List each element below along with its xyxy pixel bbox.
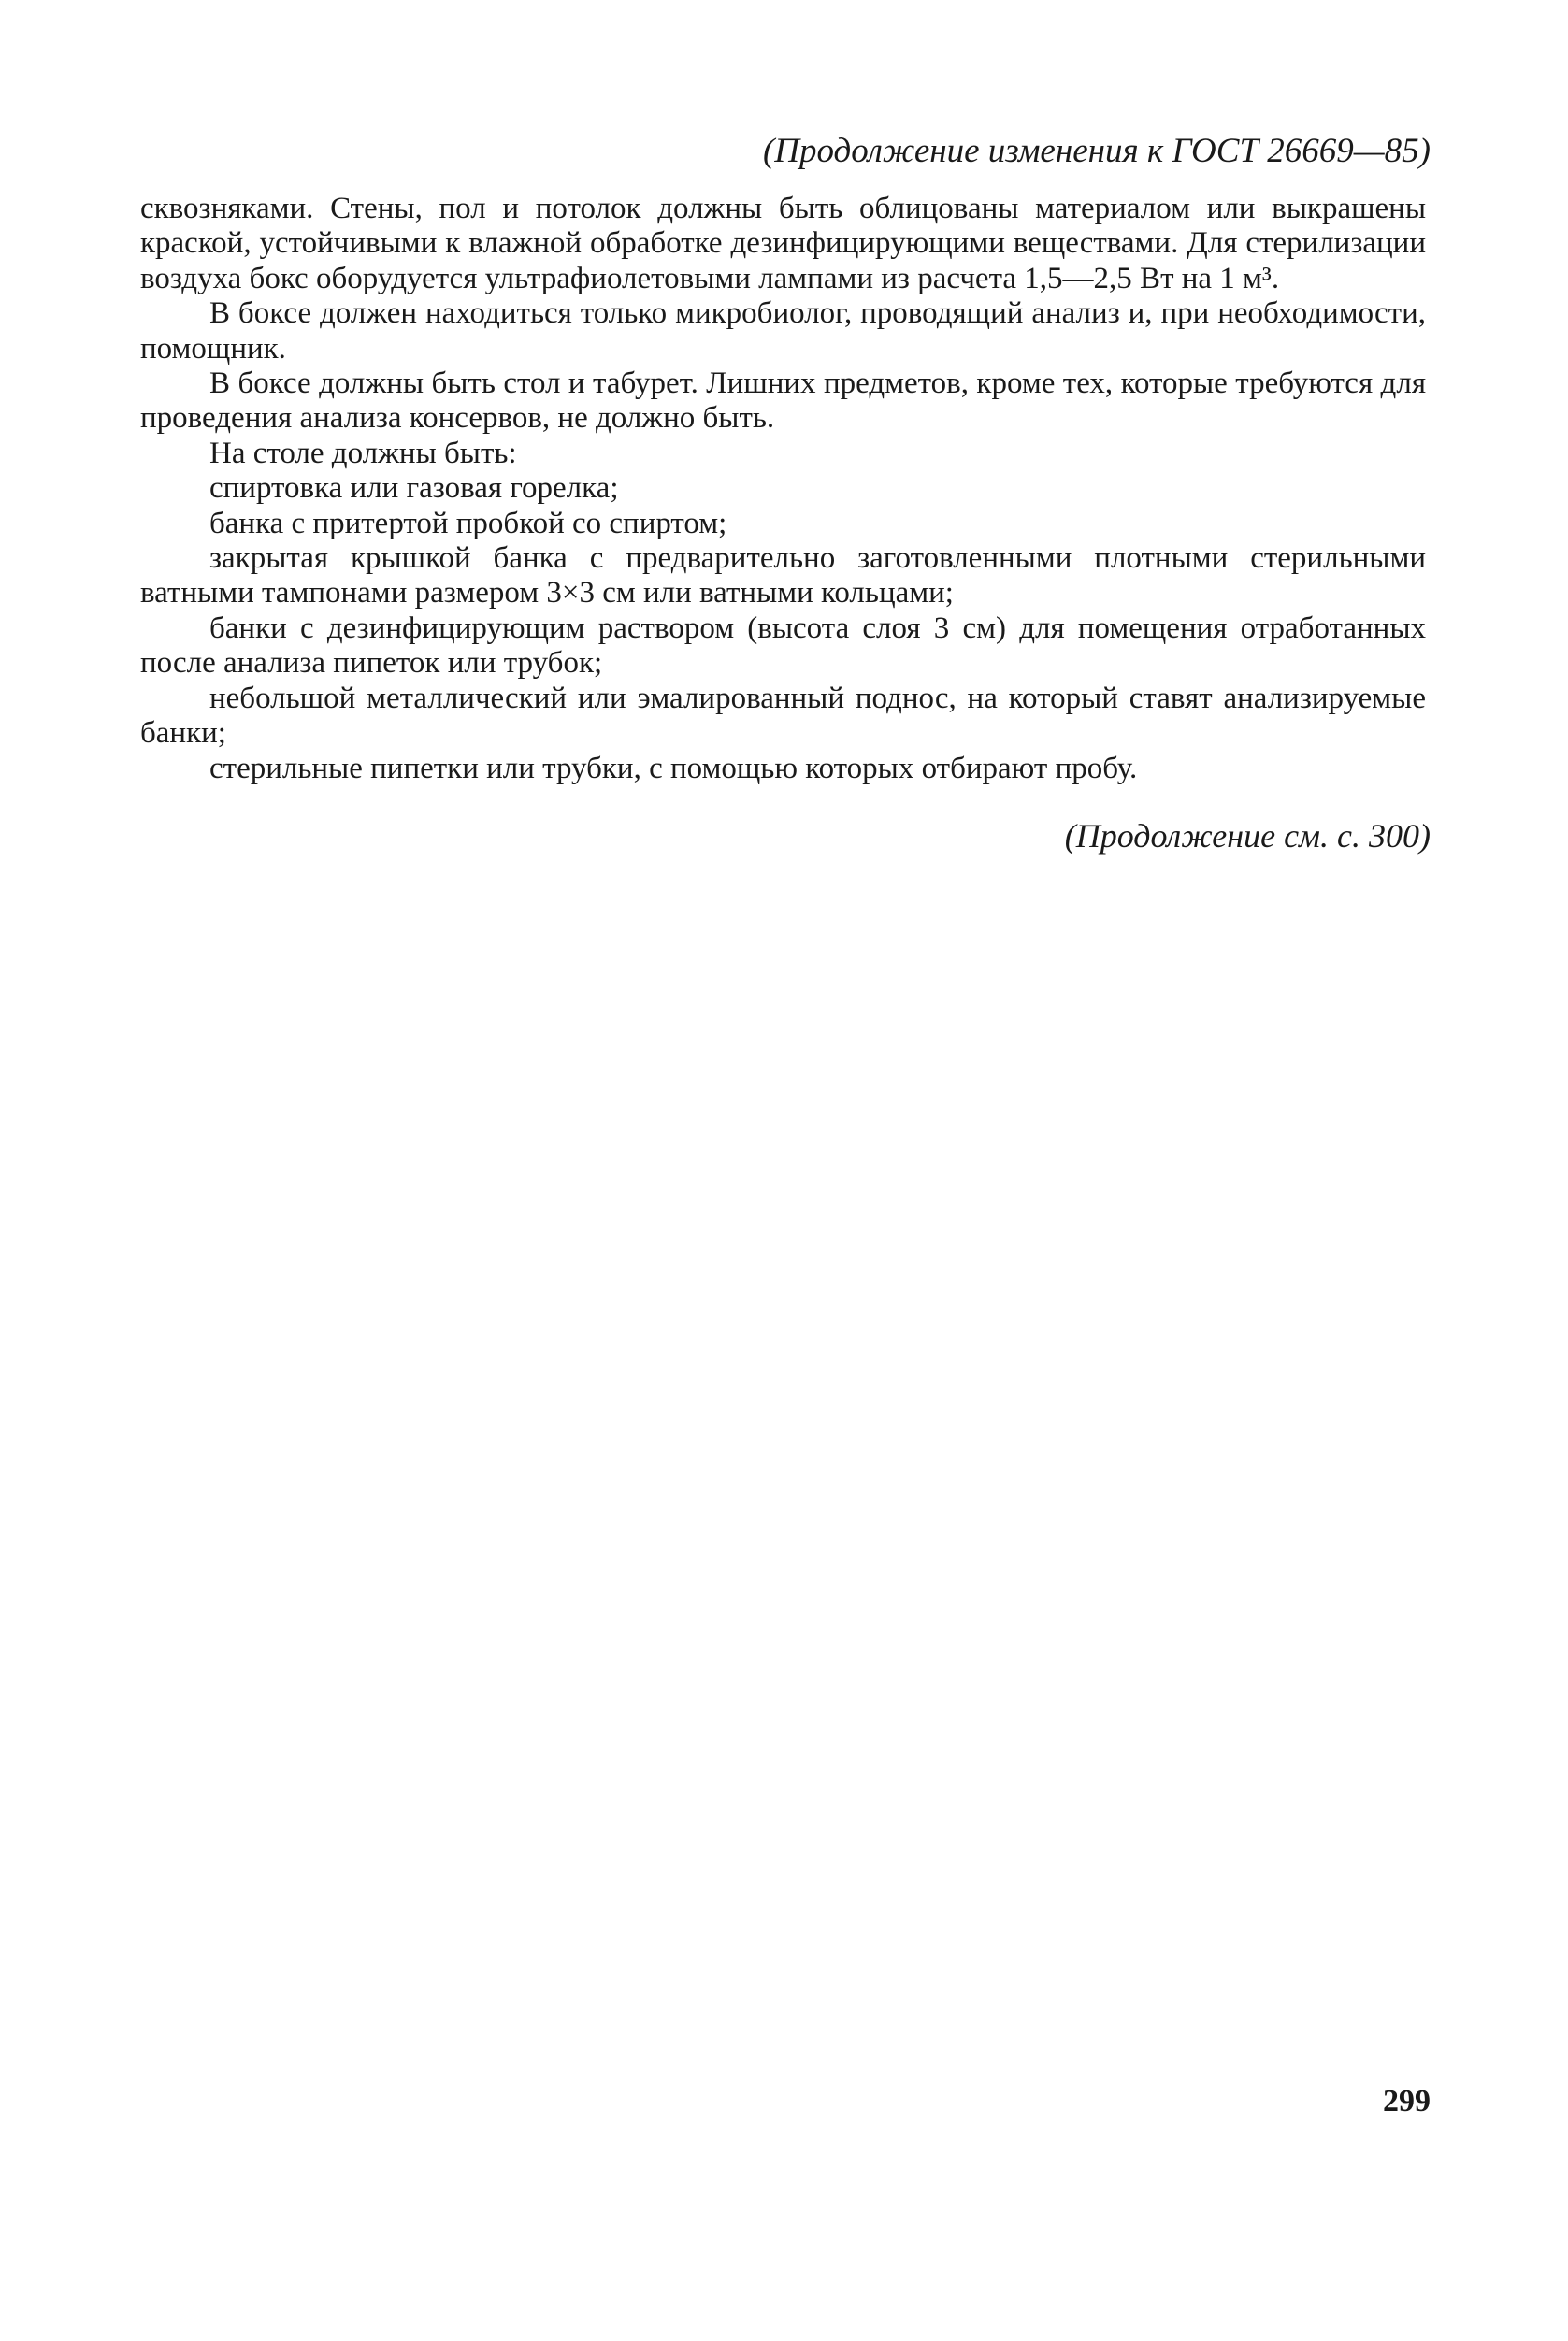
page-number: 299: [1383, 2084, 1431, 2118]
list-item-swab-jar: закрытая крышкой банка с предварительно заготовленными плотными стерильными ватными тампонами размером 3×3 см или ватными кольцами;: [140, 541, 1426, 610]
list-item-pipettes: стерильные пипетки или трубки, с помощью которых отбирают пробу.: [209, 751, 1138, 785]
list-item-burner: спиртовка или газовая горелка;: [209, 471, 619, 506]
list-item-disinfectant-jars: банки с дезинфицирующим раствором (высота слоя 3 см) для помещения отработанных после анализа пипеток или трубок;: [140, 610, 1426, 681]
list-item-tray: небольшой металлический или эмалированный поднос, на который ставят анализируемые банки;: [140, 681, 1426, 751]
list-item-alcohol-jar: банка с притертой пробкой со спиртом;: [209, 506, 727, 540]
paragraph-furniture: В боксе должны быть стол и табурет. Лишних предметов, кроме тех, которые требуются для проведения анализа консервов, не должно быть.: [140, 366, 1426, 436]
page-header: (Продолжение изменения к ГОСТ 26669—85): [762, 132, 1431, 170]
paragraph-continuation: сквозняками. Стены, пол и потолок должны быть облицованы материалом или выкрашены краской, устойчивыми к влажной обработке дезинфицирующими веществами. Для стерилизации воздуха бокс оборудуется ультрафиолетовыми лампами из расчета 1,5—2,5 Вт на 1 м³.: [140, 192, 1426, 295]
body-text: [140, 192, 1426, 786]
paragraph-table-intro: На столе должны быть:: [209, 436, 517, 470]
continuation-note: (Продолжение см. с. 300): [1064, 817, 1431, 855]
paragraph-microbiologist: В боксе должен находиться только микробиолог, проводящий анализ и, при необходимости, помощник.: [140, 296, 1426, 366]
